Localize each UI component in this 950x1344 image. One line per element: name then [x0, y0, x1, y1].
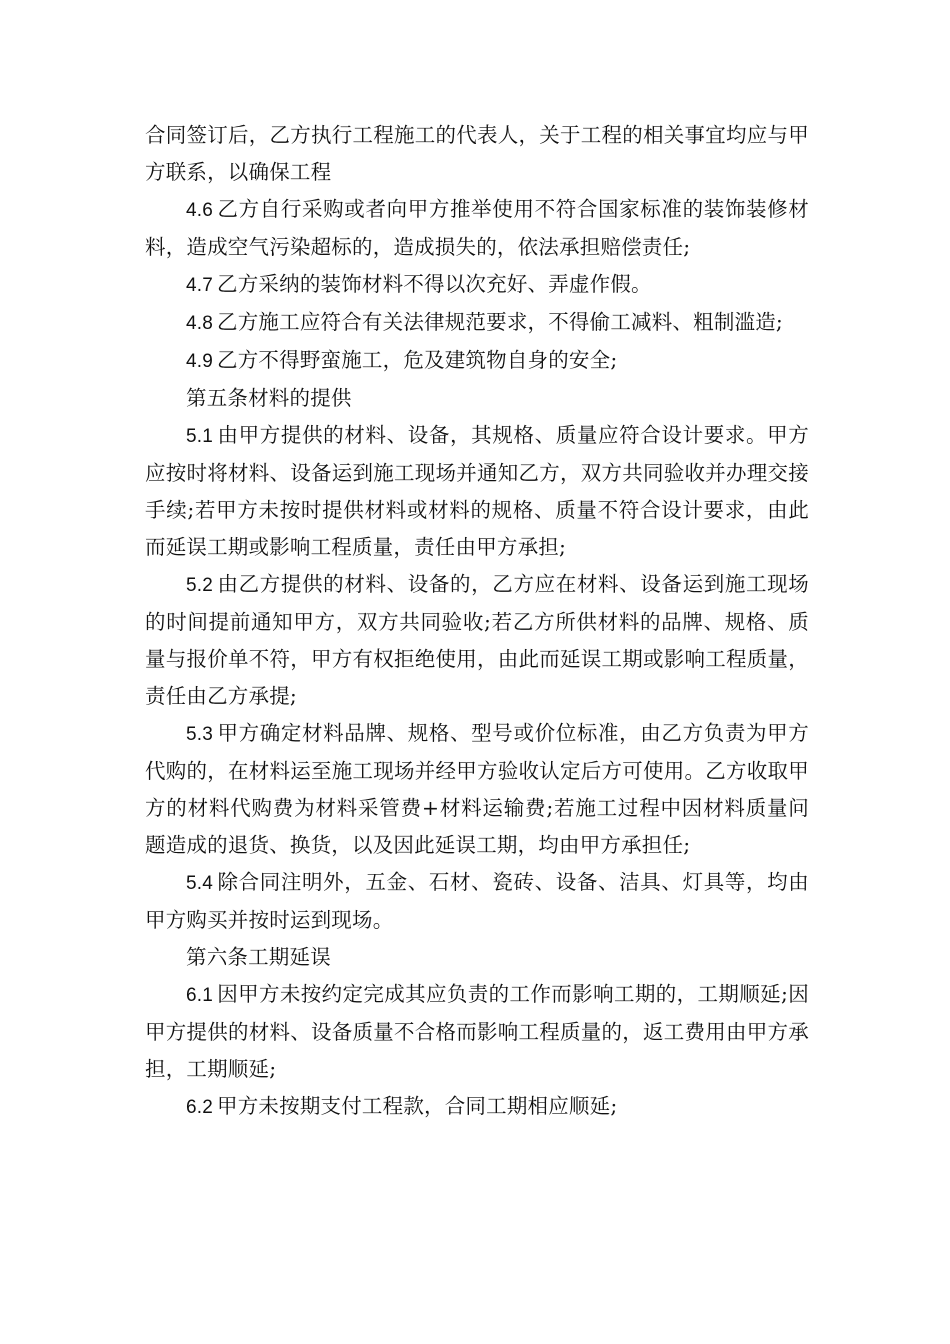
clause-5-3 [145, 715, 809, 864]
clause-text: 乙方自行采购或者向甲方推举使用不符合国家标准的装饰装修材料，造成空气污染超标的，造成损失的，依法承担赔偿责任; [145, 197, 809, 259]
clause-text: 乙方施工应符合有关法律规范要求，不得偷工减料、粗制滥造; [217, 310, 784, 334]
document-body [145, 117, 809, 1126]
clause-5-4 [145, 864, 809, 939]
clause-number: 4.9 [186, 351, 214, 372]
clause-4-8 [145, 304, 809, 342]
clause-number: 6.2 [186, 1097, 214, 1118]
clause-6-2 [145, 1088, 809, 1126]
article-5-heading [145, 380, 809, 417]
clause-text: 乙方采纳的装饰材料不得以次充好、弄虚作假。 [217, 272, 652, 296]
clause-number: 5.3 [186, 724, 214, 745]
clause-number: 4.7 [186, 275, 214, 296]
clause-5-1 [145, 417, 809, 566]
paragraph-continuation [145, 117, 809, 191]
article-6-heading [145, 939, 809, 976]
clause-5-2 [145, 566, 809, 715]
clause-number: 5.4 [186, 873, 214, 894]
paragraph-text: 合同签订后，乙方执行工程施工的代表人，关于工程的相关事宜均应与甲方联系，以确保工程 [145, 123, 809, 184]
clause-text: 因甲方未按约定完成其应负责的工作而影响工期的，工期顺延;因甲方提供的材料、设备质量不合格而影响工程质量的，返工费用由甲方承担，工期顺延; [145, 982, 809, 1081]
clause-text: 甲方未按期支付工程款，合同工期相应顺延; [217, 1094, 618, 1118]
clause-6-1 [145, 976, 809, 1088]
clause-number: 5.2 [186, 575, 214, 596]
clause-number: 6.1 [186, 985, 214, 1006]
clause-text: 甲方确定材料品牌、规格、型号或价位标准，由乙方负责为甲方代购的，在材料运至施工现场并经甲方验收认定后方可使用。乙方收取甲方的材料代购费为材料采管费+材料运输费;若施工过程中因材料质量问题造成的退货、换货，以及因此延误工期，均由甲方承担任; [145, 721, 809, 857]
clause-text: 由乙方提供的材料、设备的，乙方应在材料、设备运到施工现场的时间提前通知甲方，双方共同验收;若乙方所供材料的品牌、规格、质量与报价单不符，甲方有权拒绝使用，由此而延误工期或影响工程质量，责任由乙方承提; [145, 572, 809, 708]
clause-text: 除合同注明外，五金、石材、瓷砖、设备、洁具、灯具等，均由甲方购买并按时运到现场。 [145, 870, 809, 932]
clause-number: 4.6 [186, 200, 214, 221]
article-heading-text: 第五条材料的提供 [186, 386, 352, 410]
clause-number: 5.1 [186, 426, 214, 447]
clause-4-6 [145, 191, 809, 266]
clause-4-7 [145, 266, 809, 304]
clause-text: 由甲方提供的材料、设备，其规格、质量应符合设计要求。甲方应按时将材料、设备运到施工现场并通知乙方，双方共同验收并办理交接手续;若甲方未按时提供材料或材料的规格、质量不符合设计要求，由此而延误工期或影响工程质量，责任由甲方承担; [145, 423, 809, 559]
clause-number: 4.8 [186, 313, 214, 334]
article-heading-text: 第六条工期延误 [186, 945, 331, 969]
clause-4-9 [145, 342, 809, 380]
clause-text: 乙方不得野蛮施工，危及建筑物自身的安全; [217, 348, 618, 372]
